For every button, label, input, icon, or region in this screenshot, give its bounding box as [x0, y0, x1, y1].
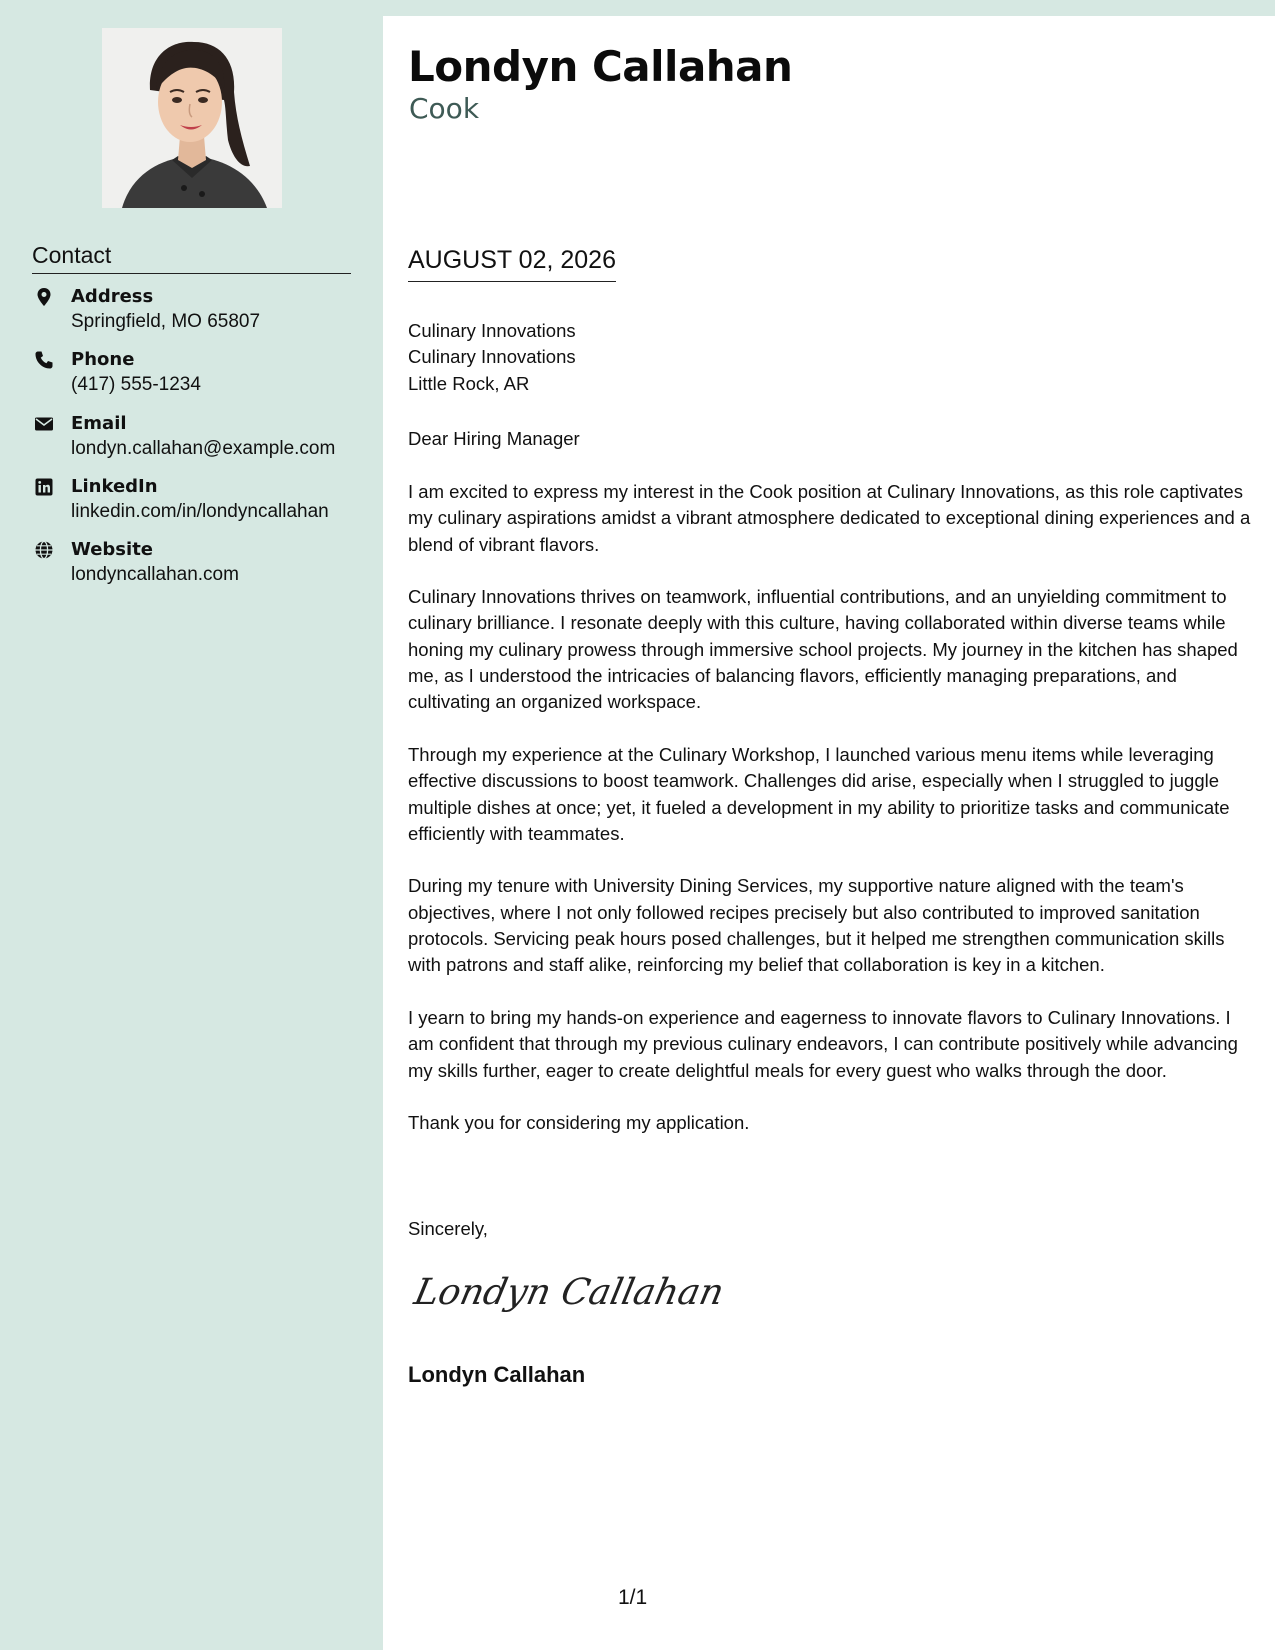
contact-label: Address — [71, 286, 154, 307]
applicant-name: Londyn Callahan — [408, 42, 793, 91]
recipient-block — [408, 318, 576, 397]
closing: Sincerely, — [408, 1218, 488, 1239]
letter-date: AUGUST 02, 2026 — [408, 244, 616, 282]
contact-list — [32, 285, 372, 601]
signature-image — [410, 1260, 728, 1320]
paragraph: I am excited to express my interest in the Cook position at Culinary Innovations, as this role captivates my culinary aspirations amidst a vibrant atmosphere dedicated to exceptional dining experiences and a blend of vibrant flavors. — [408, 481, 1251, 555]
contact-value: (417) 555-1234 — [71, 374, 201, 396]
contact-heading: Contact — [32, 240, 351, 274]
contact-item-website — [32, 538, 372, 601]
signer-name: Londyn Callahan — [408, 1362, 586, 1387]
sidebar — [0, 0, 383, 1650]
contact-label: Email — [71, 412, 127, 434]
contact-value: linkedin.com/in/londyncallahan — [71, 500, 329, 522]
signature-text: Londyn Callahan — [410, 1270, 728, 1313]
contact-label: LinkedIn — [71, 475, 158, 497]
recipient-line: Little Rock, AR — [408, 372, 530, 394]
avatar — [102, 28, 282, 208]
contact-item-phone — [32, 348, 372, 411]
page-number: 1/1 — [618, 1586, 648, 1609]
linkedin-icon — [34, 477, 54, 497]
letter-paragraphs — [408, 479, 1258, 1163]
paragraph: Thank you for considering my application. — [408, 1112, 750, 1134]
contact-item-email — [32, 412, 372, 475]
paragraph: I yearn to bring my hands-on experience and eagerness to innovate flavors to Culinary Innovations. I am confident that through my previous culinary endeavors, I can contribute positively while advancing my skills further, eager to create delightful meals for every guest who walks through the door. — [408, 1006, 1238, 1081]
paragraph: Culinary Innovations thrives on teamwork, influential contributions, and an unyielding commitment to culinary brilliance. I resonate deeply with this culture, having collaborated within diverse teams while honing my culinary prowess through immersive school projects. My journey in the kitchen has shaped me, as I understood the intricacies of balancing flavors, efficiently managing preparations, and cultivating an organized workspace. — [408, 586, 1238, 713]
contact-value: londyn.callahan@example.com — [71, 437, 336, 459]
letter-body — [383, 16, 1275, 1650]
applicant-role: Cook — [409, 92, 480, 125]
paragraph: During my tenure with University Dining Services, my supportive nature aligned with the team's objectives, where I not only followed recipes precisely but also contributed to improved sanitation protocols. Servicing peak hours posed challenges, but it helped me strengthen communication skills with patrons and staff alike, reinforcing my belief that collaboration is key in a kitchen. — [408, 875, 1225, 976]
contact-item-linkedin — [32, 475, 372, 538]
avatar-portrait — [102, 28, 282, 208]
recipient-line: Culinary Innovations — [408, 320, 576, 341]
contact-value: Springfield, MO 65807 — [71, 311, 261, 332]
contact-value: londyncallahan.com — [71, 564, 239, 586]
recipient-line: Culinary Innovations — [408, 346, 576, 368]
envelope-icon — [34, 414, 54, 434]
phone-icon — [34, 350, 54, 370]
contact-label: Phone — [71, 349, 135, 371]
contact-label: Website — [71, 539, 154, 561]
map-pin-icon — [34, 287, 54, 307]
contact-item-address — [32, 285, 372, 348]
salutation: Dear Hiring Manager — [408, 428, 580, 449]
paragraph: Through my experience at the Culinary Workshop, I launched various menu items while leveraging effective discussions to boost teamwork. Challenges did arise, especially when I struggled to juggle multiple dishes at once; yet, it fueled a development in my ability to prioritize tasks and communicate efficiently with teammates. — [408, 743, 1230, 844]
globe-icon — [34, 540, 54, 560]
